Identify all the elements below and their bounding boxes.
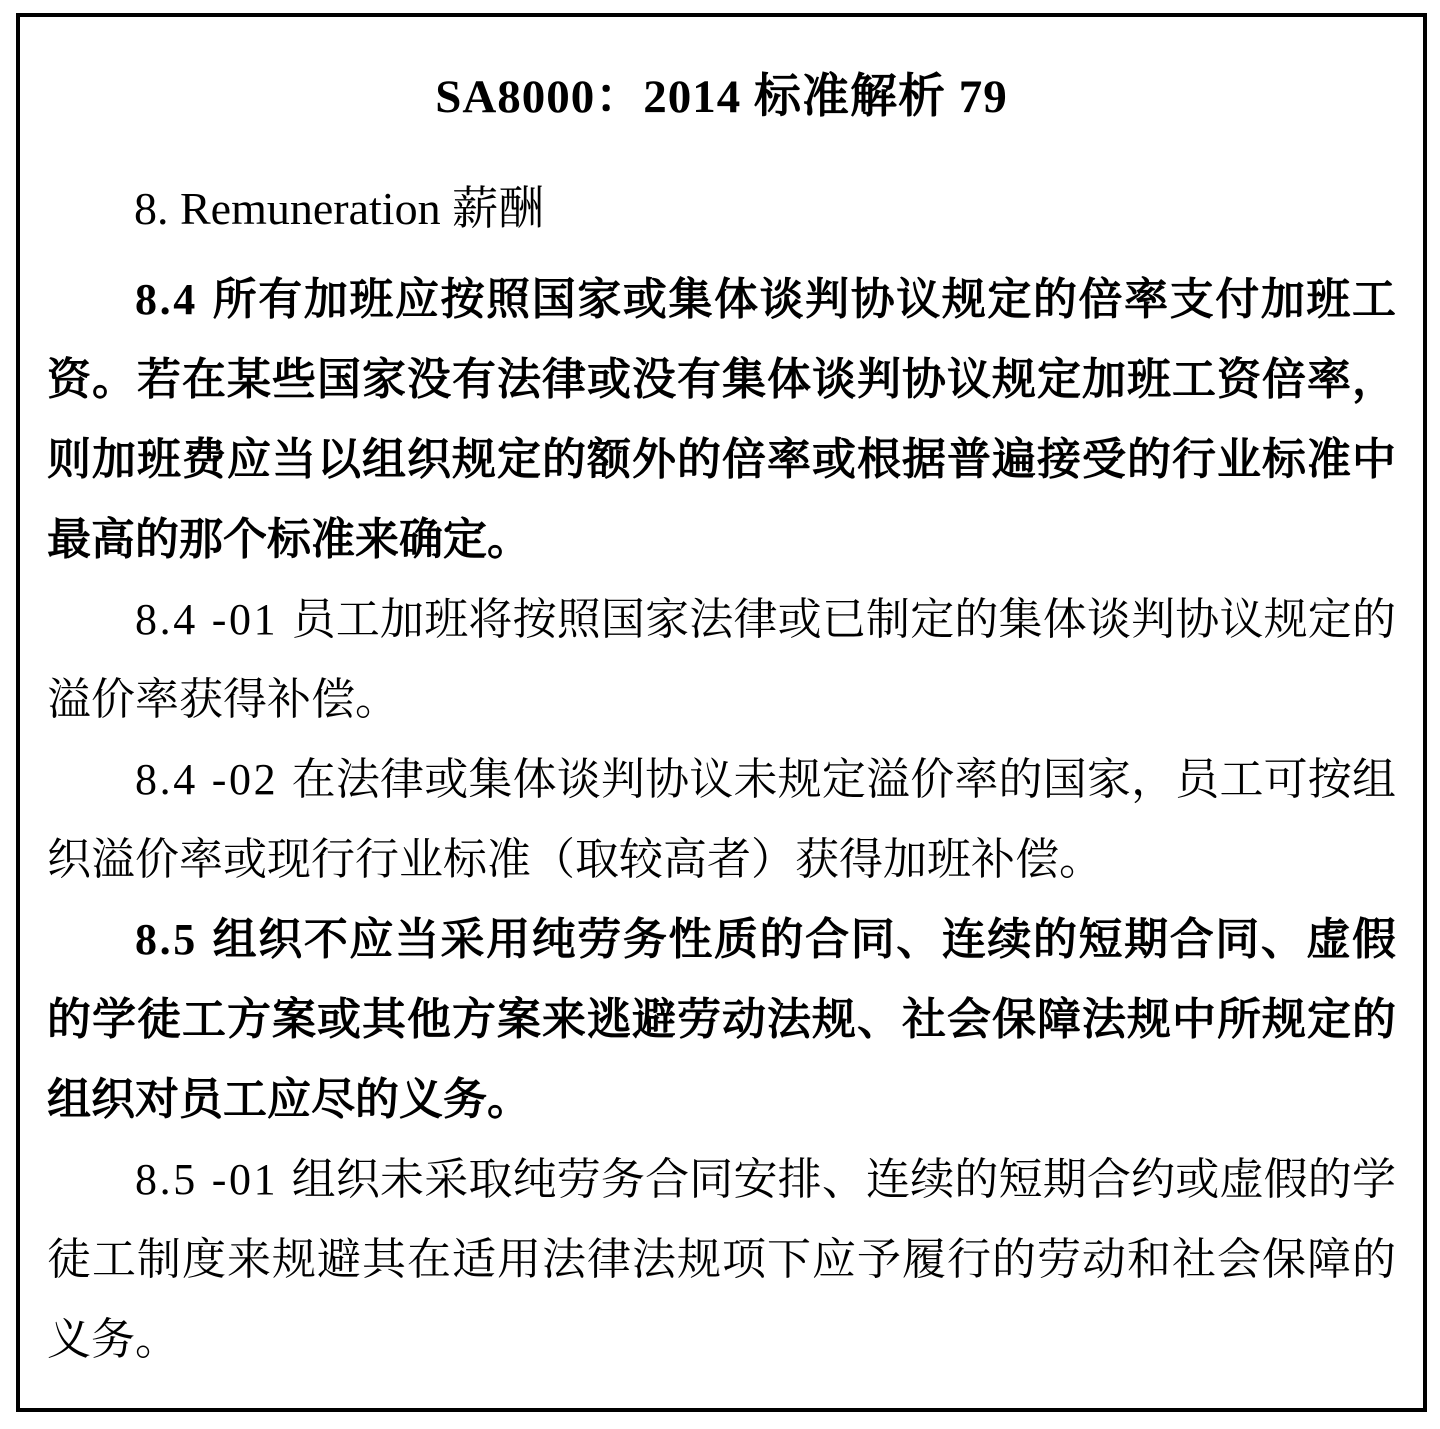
clause-number-8-4: 8.4 bbox=[135, 275, 198, 324]
paragraph-guidance-8-5-01 bbox=[47, 1140, 1396, 1380]
clause-text-8-4-02: 在法律或集体谈判协议未规定溢价率的国家，员工可按组织溢价率或现行行业标准（取较高者）获得加班补偿。 bbox=[47, 755, 1396, 884]
clause-text-8-5-01: 组织未采取纯劳务合同安排、连续的短期合约或虚假的学徒工制度来规避其在适用法律法规项下应予履行的劳动和社会保障的义务。 bbox=[47, 1155, 1396, 1364]
page-border-frame bbox=[16, 13, 1427, 1412]
clause-number-8-4-01: 8.4 -01 bbox=[135, 595, 279, 644]
paragraph-guidance-8-4-01 bbox=[47, 580, 1396, 740]
clause-text-8-4-01: 员工加班将按照国家法律或已制定的集体谈判协议规定的溢价率获得补偿。 bbox=[47, 595, 1396, 724]
clause-number-8-4-02: 8.4 -02 bbox=[135, 755, 279, 804]
paragraph-clause-8-4 bbox=[47, 260, 1396, 580]
section-heading: 8. Remuneration 薪酬 bbox=[134, 183, 545, 234]
clause-number-8-5: 8.5 bbox=[135, 915, 198, 964]
clause-text-8-4: 所有加班应按照国家或集体谈判协议规定的倍率支付加班工资。若在某些国家没有法律或没有集体谈判协议规定加班工资倍率，则加班费应当以组织规定的额外的倍率或根据普遍接受的行业标准中最高的那个标准来确定。 bbox=[47, 275, 1396, 564]
paragraph-guidance-8-4-02 bbox=[47, 740, 1396, 900]
page-title: SA8000：2014 标准解析 79 bbox=[435, 71, 1008, 123]
paragraph-clause-8-5 bbox=[47, 900, 1396, 1140]
clause-number-8-5-01: 8.5 -01 bbox=[135, 1155, 279, 1204]
clause-text-8-5: 组织不应当采用纯劳务性质的合同、连续的短期合同、虚假的学徒工方案或其他方案来逃避劳动法规、社会保障法规中所规定的组织对员工应尽的义务。 bbox=[47, 915, 1396, 1124]
